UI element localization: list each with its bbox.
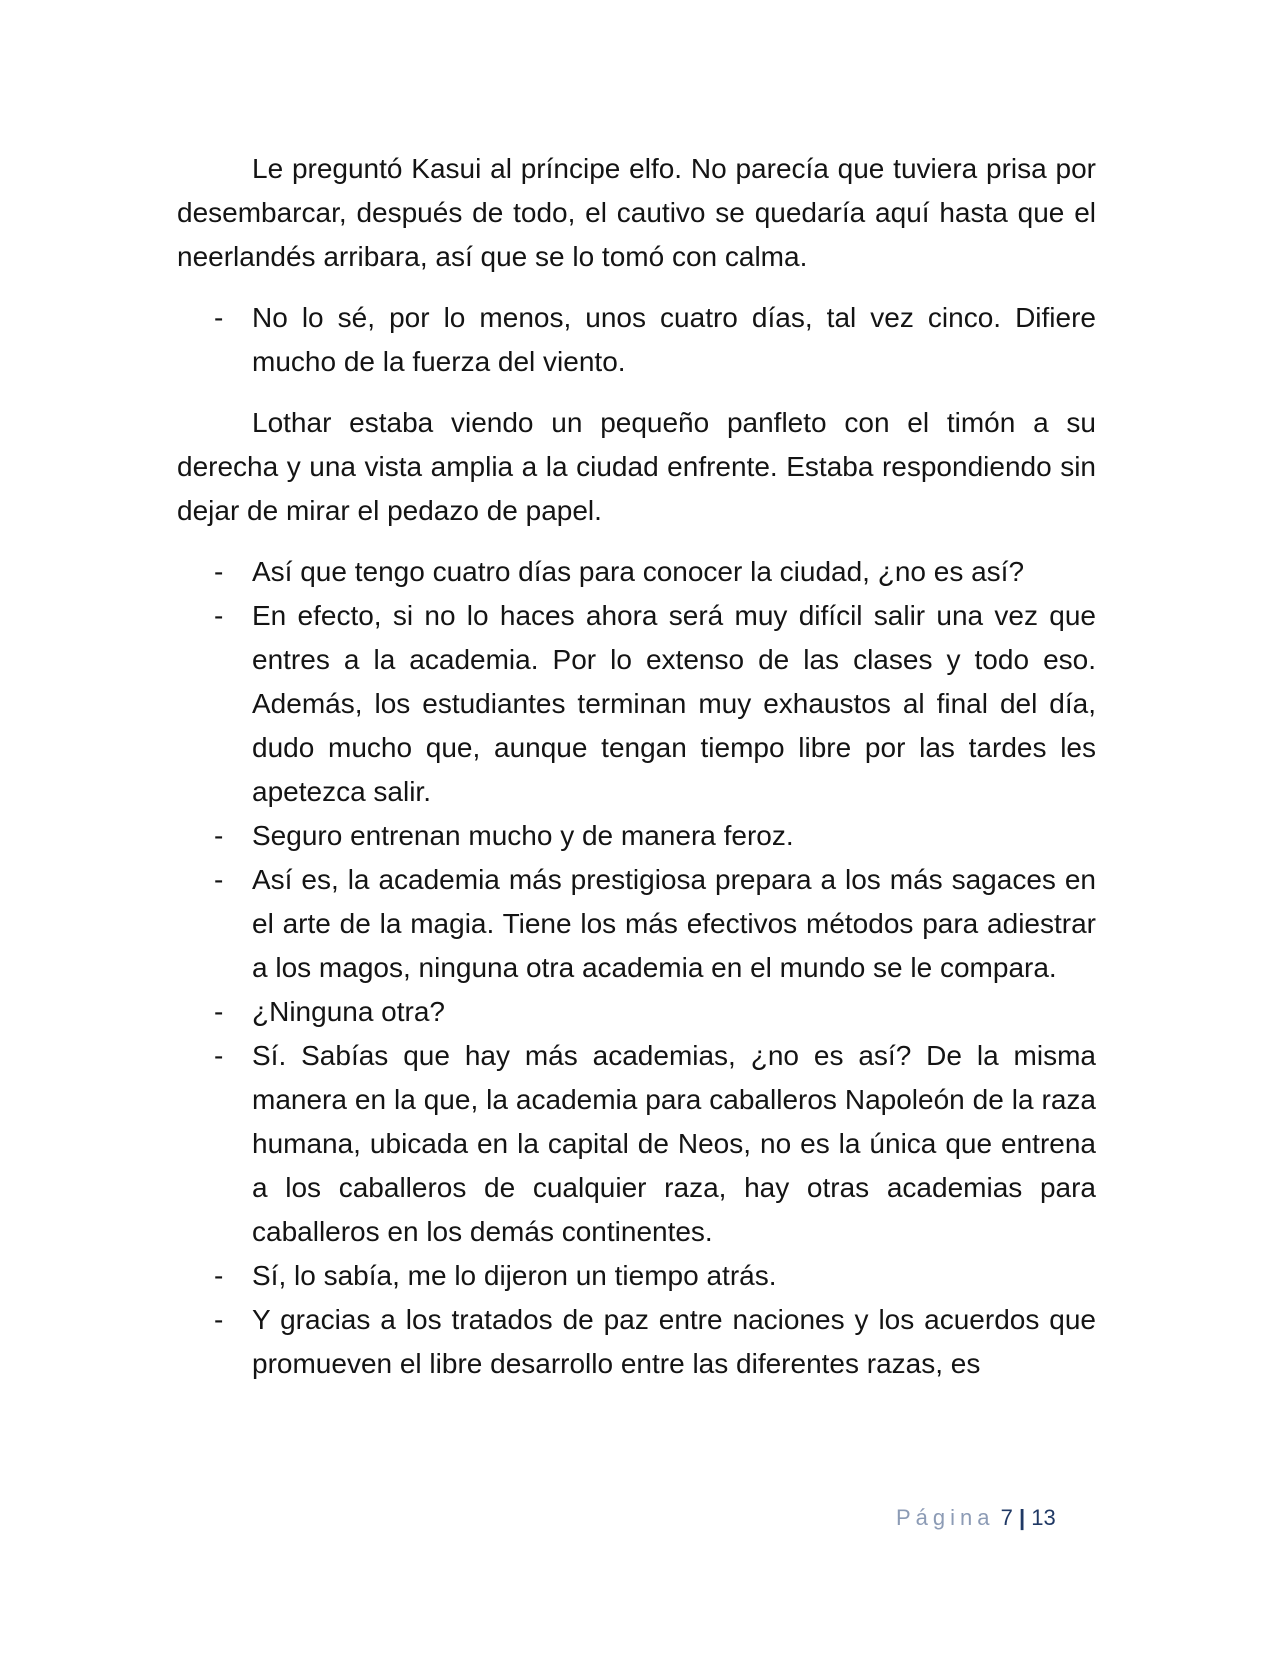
page-body [177, 147, 1096, 1403]
dialogue-line: - Sí. Sabías que hay más academias, ¿no es así? De la misma manera en la que, la academia para caballeros Napoleón de la raza humana, ubicada en la capital de Neos, no es la única que entrena a los caballeros de cualquier raza, hay otras academias para caballeros en los demás continentes. [177, 1034, 1096, 1254]
page-label: Página [896, 1505, 995, 1530]
page-footer [896, 1503, 1056, 1533]
dialogue-dash: - [214, 820, 224, 851]
paragraph-1: Le preguntó Kasui al príncipe elfo. No parecía que tuviera prisa por desembarcar, después de todo, el cautivo se quedaría aquí hasta que el neerlandés arribara, así que se lo tomó con calma. [177, 153, 1096, 272]
dialogue-line: - Así es, la academia más prestigiosa prepara a los más sagaces en el arte de la magia. Tiene los más efectivos métodos para adiestrar a los magos, ninguna otra academia en el mundo se le compara. [177, 858, 1096, 990]
dialogue-dash: - [214, 996, 224, 1027]
dialogue-block-2 [177, 550, 1096, 1386]
page-number: 7 [1000, 1505, 1013, 1530]
dialogue-dash: - [214, 864, 224, 895]
dialogue-dash: - [214, 1040, 224, 1071]
dialogue-line: - No lo sé, por lo menos, unos cuatro días, tal vez cinco. Difiere mucho de la fuerza del viento. [177, 296, 1096, 384]
dialogue-line: - Así que tengo cuatro días para conocer la ciudad, ¿no es así? [177, 550, 1096, 594]
dialogue-dash: - [214, 556, 224, 587]
dialogue-block-1 [177, 296, 1096, 384]
page-separator: | [1019, 1505, 1026, 1530]
dialogue-dash: - [214, 1304, 224, 1335]
dialogue-line: - Y gracias a los tratados de paz entre naciones y los acuerdos que promueven el libre desarrollo entre las diferentes razas, es [177, 1298, 1096, 1386]
dialogue-line: - Seguro entrenan mucho y de manera feroz. [177, 814, 1096, 858]
page-total: 13 [1031, 1505, 1056, 1530]
dialogue-line: - ¿Ninguna otra? [177, 990, 1096, 1034]
dialogue-dash: - [214, 600, 224, 631]
dialogue-line: - En efecto, si no lo haces ahora será muy difícil salir una vez que entres a la academia. Por lo extenso de las clases y todo eso. Además, los estudiantes terminan muy exhaustos al final del día, dudo mucho que, aunque tengan tiempo libre por las tardes les apetezca salir. [177, 594, 1096, 814]
dialogue-dash: - [214, 302, 224, 333]
paragraph-2: Lothar estaba viendo un pequeño panfleto con el timón a su derecha y una vista amplia a la ciudad enfrente. Estaba respondiendo sin dejar de mirar el pedazo de papel. [177, 407, 1096, 526]
dialogue-line: - Sí, lo sabía, me lo dijeron un tiempo atrás. [177, 1254, 1096, 1298]
dialogue-dash: - [214, 1260, 224, 1291]
